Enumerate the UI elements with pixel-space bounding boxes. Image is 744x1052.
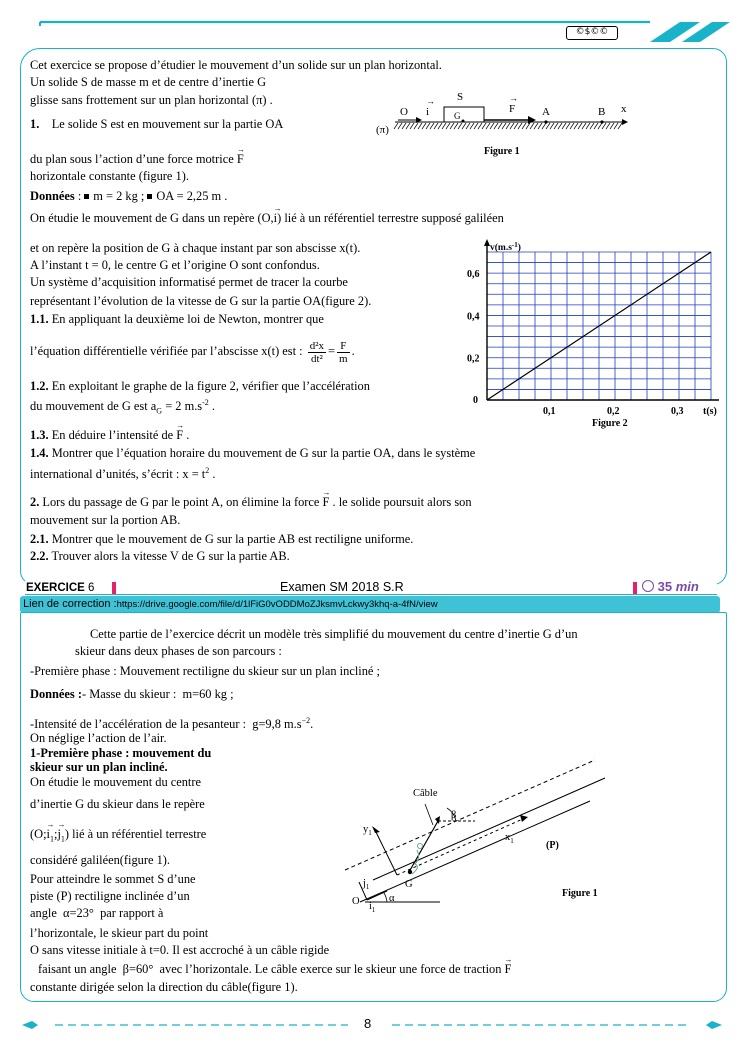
label-B: B xyxy=(598,106,606,118)
text-line: l’horizontale, le skieur part du point xyxy=(30,926,209,940)
text-line: O sans vitesse initiale à t=0. Il est accroché à un câble rigide xyxy=(30,943,330,957)
timer: 35 min xyxy=(642,579,699,594)
text-line: du mouvement de G est $a_G = 2$ $m.s^{-2}$ . xyxy=(30,398,216,416)
text-line: international d’unités, s’écrit : $x = t^2$ . xyxy=(30,466,216,482)
text-line: d’inertie G du skieur dans le repère xyxy=(30,797,205,811)
label-j1: $j_1$ xyxy=(363,878,370,891)
text-line: et on repère la position de G à chaque instant par son abscisse x(t). xyxy=(30,241,361,255)
text-line: glisse sans frottement sur un plan horizontal (π) . xyxy=(30,93,273,107)
question-2: 2. Lors du passage de G par le point A, on élimine la force → F . le solide poursuit alors son xyxy=(30,495,472,509)
text-line: faisant un angle β=60° avec l’horizontale. Le câble exerce sur le skieur une force de traction → F xyxy=(38,962,511,976)
donnees: Données :- Masse du skieur : m=60 kg ; xyxy=(30,687,234,701)
text-line: angle α=23° par rapport à xyxy=(30,906,164,920)
question-1-4: 1.4. Montrer que l’équation horaire du mouvement de G sur la partie OA, dans le système xyxy=(30,446,476,460)
label-P: (P) xyxy=(546,840,559,851)
label-cable: Câble xyxy=(413,788,438,799)
text-line: (O;→ $i_1;\to j_1$) lié à un référentiel terrestre xyxy=(30,827,206,846)
donnees: Données : m = 2 kg ; OA = 2,25 m . xyxy=(30,189,228,203)
text-line: On étudie le mouvement de G dans un repère (O,→ i) lié à un référentiel terrestre supposé galiléen xyxy=(30,211,504,225)
text-line: On néglige l’action de l’air. xyxy=(30,731,167,745)
x-tick-label: 0,2 xyxy=(607,406,620,417)
correction-link-bar[interactable]: Lien de correction :https://drive.google.com/file/d/1lFiG0vODDMoZJksmvLckwy3khq-a-4fN/view xyxy=(20,596,720,613)
text-line: skieur dans deux phases de son parcours : xyxy=(75,644,282,658)
y-tick-label: 0,4 xyxy=(467,311,480,323)
origin-label: 0 xyxy=(473,395,478,406)
label-x1: $x_1$ xyxy=(505,832,514,845)
figure-1-ski xyxy=(325,770,625,920)
exercise-marker-left xyxy=(112,582,116,594)
question-1-1: 1.1. En appliquant la deuxième loi de Newton, montrer que xyxy=(30,312,324,326)
cc-by-nc-sa-icon: ©$©© xyxy=(566,26,618,40)
label-y1: $y_1$ xyxy=(363,824,372,837)
text-line: représentant l’évolution de la vitesse de G sur la partie OA(figure 2). xyxy=(30,294,372,308)
x-axis-label: t(s) xyxy=(703,406,717,417)
figure-2-chart xyxy=(455,238,715,438)
y-tick-label: 0,6 xyxy=(467,269,480,281)
x-tick-label: 0,3 xyxy=(671,406,684,417)
text-line: considéré galiléen(figure 1). xyxy=(30,853,171,867)
footer-rule xyxy=(0,1015,744,1035)
figure-1-plane xyxy=(370,88,650,163)
label-beta: β xyxy=(451,810,457,821)
text-line: -Première phase : Mouvement rectiligne du skieur sur un plan incliné ; xyxy=(30,664,380,678)
text-line: du plan sous l’action d’une force motrice → F xyxy=(30,152,244,166)
question-1-3: 1.3. En déduire l’intensité de → F . xyxy=(30,428,189,442)
text-line: piste (P) rectiligne inclinée d’un xyxy=(30,889,190,903)
exercise-title: Examen SM 2018 S.R xyxy=(280,580,404,594)
clock-icon xyxy=(642,580,654,592)
text-line: On étudie le mouvement du centre xyxy=(30,775,202,789)
y-tick-label: 0,2 xyxy=(467,353,480,365)
question-1: 1. Le solide S est en mouvement sur la partie OA xyxy=(30,117,284,131)
intro-text: Cet exercice se propose d’étudier le mouvement d’un solide sur un plan horizontal. xyxy=(30,58,442,72)
label-F: F xyxy=(509,103,516,115)
label-G: G xyxy=(454,111,461,121)
question-2-1: 2.1. Montrer que le mouvement de G sur la partie AB est rectiligne uniforme. xyxy=(30,532,414,546)
question-2-2: 2.2. Trouver alors la vitesse V de G sur la partie AB. xyxy=(30,549,290,563)
text-line: Un solide S de masse m et de centre d’inertie G xyxy=(30,75,267,89)
label-O: O xyxy=(352,896,360,907)
label-i1: $i_1$ xyxy=(369,901,376,914)
svg-text:→: → xyxy=(509,93,518,103)
label-alpha: α xyxy=(389,893,395,904)
figure-caption: Figure 2 xyxy=(592,418,628,429)
label-pi: (π) xyxy=(376,124,389,136)
label-O: O xyxy=(400,106,408,118)
label-G: G xyxy=(405,879,413,890)
figure-caption: Figure 1 xyxy=(562,888,598,899)
header-decoration xyxy=(0,0,744,50)
label-S: S xyxy=(457,91,464,103)
exercise-label: EXERCICE 6 xyxy=(26,582,95,594)
svg-text:→: → xyxy=(426,96,435,106)
label-A: A xyxy=(542,106,550,118)
text-line: mouvement sur la portion AB. xyxy=(30,513,181,527)
exercise-marker-right xyxy=(633,582,637,594)
label-x: x xyxy=(621,103,627,115)
text-line: horizontale constante (figure 1). xyxy=(30,169,189,183)
section-heading: 1-Première phase : mouvement du xyxy=(30,746,212,760)
question-1-2: 1.2. En exploitant le graphe de la figure 2, vérifier que l’accélération xyxy=(30,379,370,393)
label-i: i xyxy=(426,106,430,118)
differential-equation: l’équation différentielle vérifiée par l’abscisse x(t) est : $\frac{\text{d²x}}{\text{dt²}}$ = $\frac{F}{m}$ . xyxy=(30,339,355,365)
y-axis-label: $v(m.s^{-1})$ xyxy=(490,241,521,253)
text-line: A l’instant t = 0, le centre G et l’origine O sont confondus. xyxy=(30,258,320,272)
text-line: constante dirigée selon la direction du câble(figure 1). xyxy=(30,980,298,994)
section-heading: skieur sur un plan incliné. xyxy=(30,760,168,774)
intro-text: Cette partie de l’exercice décrit un modèle très simplifié du mouvement du centre d’inertie G d’un xyxy=(90,627,578,641)
text-line: Un système d’acquisition informatisé permet de tracer la courbe xyxy=(30,275,348,289)
figure-caption: Figure 1 xyxy=(484,146,520,157)
text-line: -Intensité de l’accélération de la pesanteur : g=9,8 $m.s^{-2}$. xyxy=(30,716,314,732)
page-number: 8 xyxy=(364,1016,372,1031)
text-line: Pour atteindre le sommet S d’une xyxy=(30,872,196,886)
x-tick-label: 0,1 xyxy=(543,406,556,417)
